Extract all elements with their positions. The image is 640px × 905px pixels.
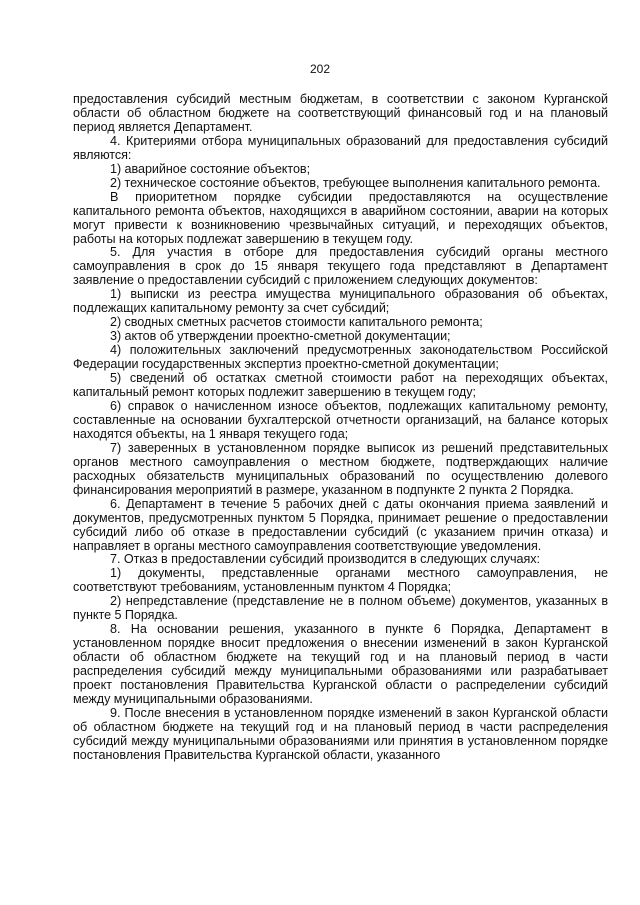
- document-body: [73, 93, 608, 763]
- paragraph: предоставления субсидий местным бюджетам, в соответствии с законом Курганской области об областном бюджете на соответствующий финансовый год и на плановый период является Департамент.: [73, 92, 608, 134]
- paragraph: 5) сведений об остатках сметной стоимости работ на переходящих объектах, капитальный ремонт которых подлежит завершению в текущем году;: [73, 371, 608, 400]
- paragraph: 1) аварийное состояние объектов;: [110, 161, 311, 176]
- paragraph: 6) справок о начисленном износе объектов, подлежащих капитальному ремонту, составленные на основании бухгалтерской отчетности организаций, на балансе которых находятся объекты, на 1 января текущего года;: [73, 398, 608, 441]
- paragraph: В приоритетном порядке субсидии предоставляются на осуществление капитального ремонта объектов, находящихся в аварийном состоянии, аварии на которых могут привести к возникновению чрезвычайных ситуаций, и переходящих объектов, работы на которых подлежат завершению в текущем году.: [73, 189, 608, 246]
- paragraph: 7) заверенных в установленном порядке выписок из решений представительных органов местного самоуправления о местном бюджете, подтверждающих наличие расходных обязательств муниципальных образований по осуществлению долевого финансирования мероприятий в размере, указанном в подпункте 2 пункта 2 Порядка.: [73, 440, 608, 497]
- paragraph: 6. Департамент в течение 5 рабочих дней с даты окончания приема заявлений и документов, предусмотренных пунктом 5 Порядка, принимает решение о предоставлении субсидий либо об отказе в предоставлении субсидий (с указанием причин отказа) и направляет в органы местного самоуправления соответствующие уведомления.: [73, 496, 608, 553]
- paragraph: 1) выписки из реестра имущества муниципального образования об объектах, подлежащих капитальному ремонту за счет субсидий;: [73, 287, 608, 316]
- paragraph: 4) положительных заключений предусмотренных законодательством Российской Федерации государственных экспертиз проектно-сметной документации;: [73, 343, 608, 372]
- paragraph: 1) документы, представленные органами местного самоуправления, не соответствуют требованиям, установленным пунктом 4 Порядка;: [73, 566, 608, 595]
- paragraph: 9. После внесения в установленном порядке изменений в закон Курганской области об областном бюджете на текущий год и на плановый период в части распределения субсидий между муниципальными образованиями или принятия в установленном порядке постановления Правительства Курганской области, указанного: [73, 705, 608, 762]
- paragraph: 4. Критериями отбора муниципальных образований для предоставления субсидий являются:: [73, 133, 608, 162]
- paragraph: 8. На основании решения, указанного в пункте 6 Порядка, Департамент в установленном порядке вносит предложения о внесении изменений в закон Курганской области об областном бюджете на текущий год и на плановый период в части распределения субсидий между муниципальными образованиями или разрабатывает проект постановления Правительства Курганской области о распределении субсидий между муниципальными образованиями.: [73, 622, 608, 706]
- paragraph: 2) техническое состояние объектов, требующее выполнения капитального ремонта.: [110, 175, 601, 190]
- paragraph: 3) актов об утверждении проектно-сметной документации;: [110, 329, 451, 344]
- page-number: 202: [309, 62, 331, 76]
- paragraph: 5. Для участия в отборе для предоставления субсидий органы местного самоуправления в срок до 15 января текущего года представляют в Департамент заявление о предоставлении субсидий с приложением следующих документов:: [73, 245, 608, 288]
- paragraph: 7. Отказ в предоставлении субсидий производится в следующих случаях:: [110, 552, 540, 567]
- paragraph: 2) непредставление (представление не в полном объеме) документов, указанных в пункте 5 Порядка.: [73, 594, 608, 623]
- paragraph: 2) сводных сметных расчетов стоимости капитального ремонта;: [110, 315, 483, 330]
